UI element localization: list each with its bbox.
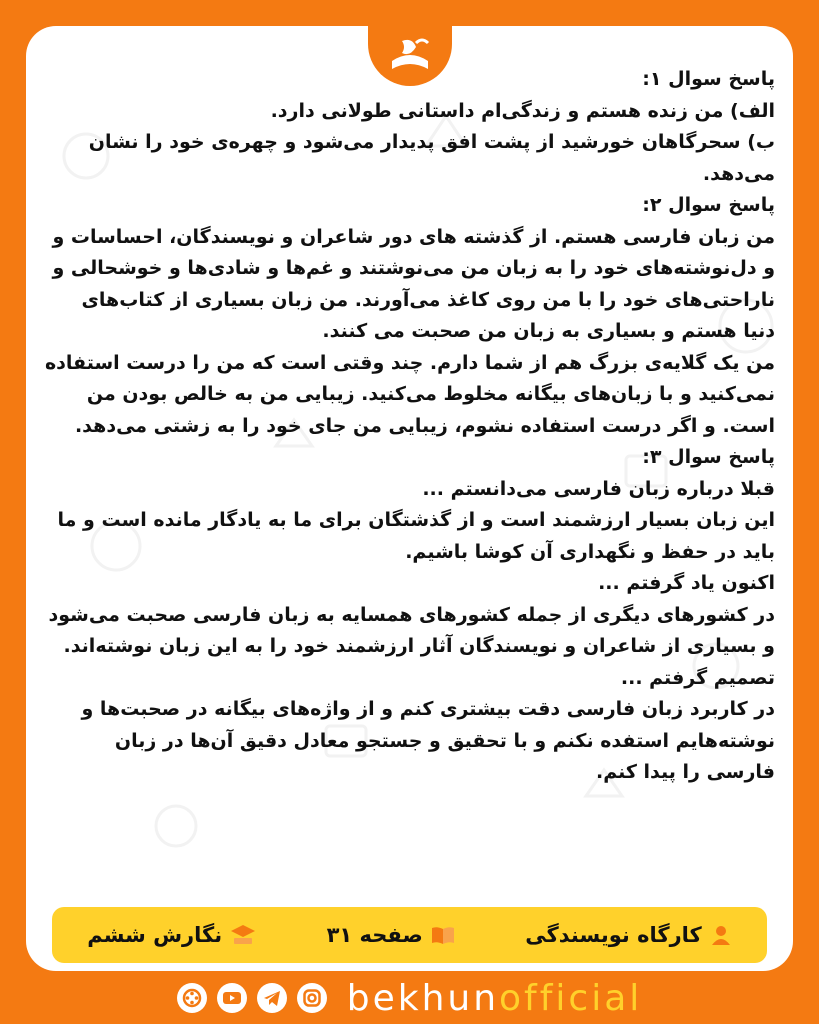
footer-grade-label: نگارش ششم: [87, 923, 223, 947]
footer-page: [327, 923, 455, 947]
brand-part-1: bekhun: [346, 977, 500, 1019]
answers-text: [44, 64, 775, 789]
brand-part-2: official: [499, 977, 643, 1019]
answer-1-a: الف) من زنده هستم و زندگی‌ام داستانی طولانی دارد.: [270, 99, 775, 122]
graduation-cap-icon: [230, 924, 256, 946]
footer-workshop-label: کارگاه نویسندگی: [525, 923, 702, 947]
answer-2-paragraph-2: من یک گلایه‌ی بزرگ هم از شما دارم. چند وقتی است که من را درست استفاده نمی‌کنید و با زبان‌های بیگانه مخلوط می‌کنید. زیبایی من به خالص بودن من است. و اگر درست استفاده نشوم، زیبایی من جای خود را به زشتی می‌دهد.: [44, 351, 775, 437]
footer-grade: [87, 923, 256, 947]
telegram-icon[interactable]: [257, 983, 287, 1013]
answer-3-line-5: تصمیم گرفتم ...: [620, 666, 775, 689]
instagram-icon[interactable]: [297, 983, 327, 1013]
answer-3-heading: پاسخ سوال ۳:: [642, 446, 775, 468]
youtube-icon[interactable]: [217, 983, 247, 1013]
content-card: [26, 26, 793, 971]
brand-name: [347, 978, 643, 1019]
answer-3-line-6: در کاربرد زبان فارسی دقت بیشتری کنم و از واژه‌های بیگانه در صحبت‌ها و نوشته‌هایم استفده نکنم و با تحقیق و جستجو معادل دقیق آن‌ها در زبان فارسی را پیدا کنم.: [81, 698, 775, 783]
open-book-icon: [431, 925, 455, 945]
social-bar: [0, 972, 819, 1024]
answer-3-line-1: قبلا درباره زبان فارسی می‌دانستم ...: [422, 477, 775, 500]
answer-1-heading: پاسخ سوال ۱:: [642, 68, 775, 90]
person-icon: [710, 924, 732, 946]
answer-2-paragraph-1: من زبان فارسی هستم. از گذشته های دور شاعران و نویسندگان، احساسات و و دل‌نوشته‌های خود را به زبان من می‌نوشتند و غم‌ها و شادی‌ها و خوشحالی و ناراحتی‌های خود را با من روی کاغذ می‌آورند. من زبان بسیاری از کتاب‌های دنیا هستم و بسیاری به زبان من صحبت می کنند.: [52, 225, 775, 342]
footer-page-label: صفحه ۳۱: [326, 923, 423, 947]
footer-bar: [52, 907, 767, 963]
answer-3-line-4: در کشورهای دیگری از جمله کشورهای همسایه به زبان فارسی صحبت می‌شود و بسیاری از شاعران و نویسندگان آثار ارزشمند خود را به این زبان نوشته‌اند.: [48, 603, 775, 657]
answer-3-line-2: این زبان بسیار ارزشمند است و از گذشتگان برای ما به یادگار مانده است و ما باید در حفظ و نگهداری آن کوشا باشیم.: [57, 509, 775, 563]
answer-3-line-3: اکنون یاد گرفتم ...: [598, 572, 775, 594]
footer-workshop: [525, 923, 731, 947]
answer-2-heading: پاسخ سوال ۲:: [642, 194, 775, 216]
answer-1-b: ب) سحرگاهان خورشید از پشت افق پدیدار می‌شود و چهره‌ی خود را نشان می‌دهد.: [88, 131, 775, 185]
aparat-icon[interactable]: [177, 983, 207, 1013]
